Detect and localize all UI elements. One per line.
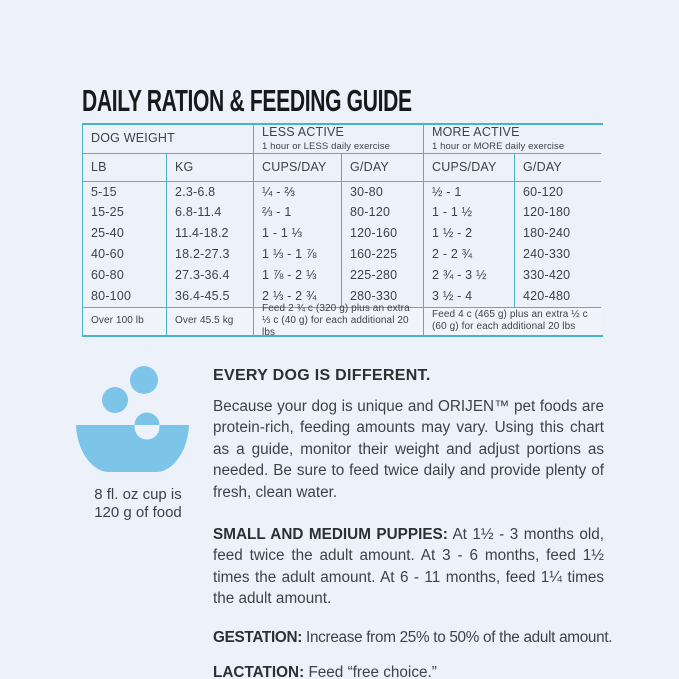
more-active-label: MORE ACTIVE bbox=[432, 124, 520, 139]
table-cell: 15-25 bbox=[91, 205, 124, 220]
table-cell: 25-40 bbox=[91, 226, 124, 241]
info-column bbox=[213, 367, 613, 679]
table-cell: 280-330 bbox=[341, 286, 423, 307]
table-cell: 27.3-36.4 bbox=[166, 265, 253, 286]
more-active-subtitle: 1 hour or MORE daily exercise bbox=[432, 140, 565, 152]
table-cell: 30-80 bbox=[341, 182, 423, 203]
col-header-lb: LB bbox=[83, 154, 166, 182]
table-cell: 2 ¾ - 3 ½ bbox=[423, 265, 514, 286]
col-header-cups-less: CUPS/DAY bbox=[253, 154, 341, 182]
col-header-g-more: G/DAY bbox=[514, 154, 601, 182]
puppies-paragraph bbox=[213, 524, 604, 610]
info-heading: EVERY DOG IS DIFFERENT. bbox=[213, 367, 431, 384]
lactation-line bbox=[213, 662, 604, 679]
table-cell: 2.3-6.8 bbox=[166, 182, 253, 203]
cup-caption bbox=[76, 486, 200, 522]
table-cell: 1 - 1 ⅓ bbox=[253, 224, 341, 245]
table-cell: 60-80 bbox=[91, 267, 124, 282]
footer-over-lb: Over 100 lb bbox=[83, 307, 166, 335]
table-cell: 240-330 bbox=[514, 244, 601, 265]
table-cell: 420-480 bbox=[514, 286, 601, 307]
page-title: DAILY RATION & FEEDING GUIDE bbox=[82, 83, 412, 118]
table-cell: 120-160 bbox=[341, 224, 423, 245]
table-cell: ¼ - ⅔ bbox=[253, 182, 341, 203]
measuring-cup-with-kibble-icon bbox=[76, 365, 190, 475]
footer-less-active-note: Feed 2 ¾ c (320 g) plus an extra ⅓ c (40 g) for each additional 20 lbs bbox=[253, 307, 423, 335]
header-dog-weight: DOG WEIGHT bbox=[83, 125, 253, 154]
table-cell: ⅔ - 1 bbox=[253, 203, 341, 224]
table-cell: 40-60 bbox=[91, 246, 124, 261]
table-cell: ½ - 1 bbox=[423, 182, 514, 203]
table-cell: 80-120 bbox=[341, 203, 423, 224]
cup-caption-line1: 8 fl. oz cup is bbox=[94, 486, 182, 503]
gestation-line bbox=[213, 627, 613, 648]
table-cell: 2 ⅓ - 2 ¾ bbox=[253, 286, 341, 307]
table-cell: 5-15 bbox=[91, 184, 117, 199]
table-cell: 225-280 bbox=[341, 265, 423, 286]
table-cell: 1 ⅞ - 2 ⅓ bbox=[253, 265, 341, 286]
col-header-kg: KG bbox=[166, 154, 253, 182]
col-header-g-less: G/DAY bbox=[341, 154, 423, 182]
puppies-label: SMALL AND MEDIUM PUPPIES: bbox=[213, 526, 448, 544]
table-cell: 1 ⅓ - 1 ⅞ bbox=[253, 244, 341, 265]
footer-more-active-note: Feed 4 c (465 g) plus an extra ½ c (60 g) for each additional 20 lbs bbox=[423, 307, 601, 335]
table-cell: 80-100 bbox=[91, 288, 132, 303]
table-cell: 11.4-18.2 bbox=[166, 224, 253, 245]
table-cell: 180-240 bbox=[514, 224, 601, 245]
less-active-label: LESS ACTIVE bbox=[262, 124, 345, 139]
table-cell: 2 - 2 ¾ bbox=[423, 244, 514, 265]
table-cell: 160-225 bbox=[341, 244, 423, 265]
less-active-subtitle: 1 hour or LESS daily exercise bbox=[262, 140, 391, 152]
table-cell: 6.8-11.4 bbox=[166, 203, 253, 224]
col-header-cups-more: CUPS/DAY bbox=[423, 154, 514, 182]
gestation-label: GESTATION: bbox=[213, 628, 303, 646]
table-cell: 36.4-45.5 bbox=[166, 286, 253, 307]
gestation-text: Increase from 25% to 50% of the adult amount. bbox=[306, 628, 613, 646]
cup-caption-line2: 120 g of food bbox=[94, 504, 182, 521]
table-cell: 3 ½ - 4 bbox=[423, 286, 514, 307]
table-cell: 330-420 bbox=[514, 265, 601, 286]
table-cell: 60-120 bbox=[514, 182, 601, 203]
puppies-text: At 1½ - 3 months old, feed twice the adult amount. At 3 - 6 months, feed 1½ times the adult amount. At 6 - 11 months, feed 1¼ times the adult amount. bbox=[213, 526, 604, 608]
lactation-text: Feed “free choice.” bbox=[308, 664, 437, 679]
table-cell: 18.2-27.3 bbox=[166, 244, 253, 265]
header-more-active bbox=[423, 125, 601, 154]
table-cell: 1 ½ - 2 bbox=[423, 224, 514, 245]
header-less-active bbox=[253, 125, 423, 154]
footer-over-kg: Over 45.5 kg bbox=[166, 307, 253, 335]
lactation-label: LACTATION: bbox=[213, 664, 305, 679]
feeding-table bbox=[82, 123, 603, 337]
table-cell: 1 - 1 ½ bbox=[423, 203, 514, 224]
info-paragraph: Because your dog is unique and ORIJEN™ pet foods are protein-rich, feeding amounts may vary. Using this chart as a guide, monitor their weight and adjust portions as needed. Be sure to feed twice daily and provide plenty of fresh, clean water. bbox=[213, 398, 604, 501]
table-cell: 120-180 bbox=[514, 203, 601, 224]
